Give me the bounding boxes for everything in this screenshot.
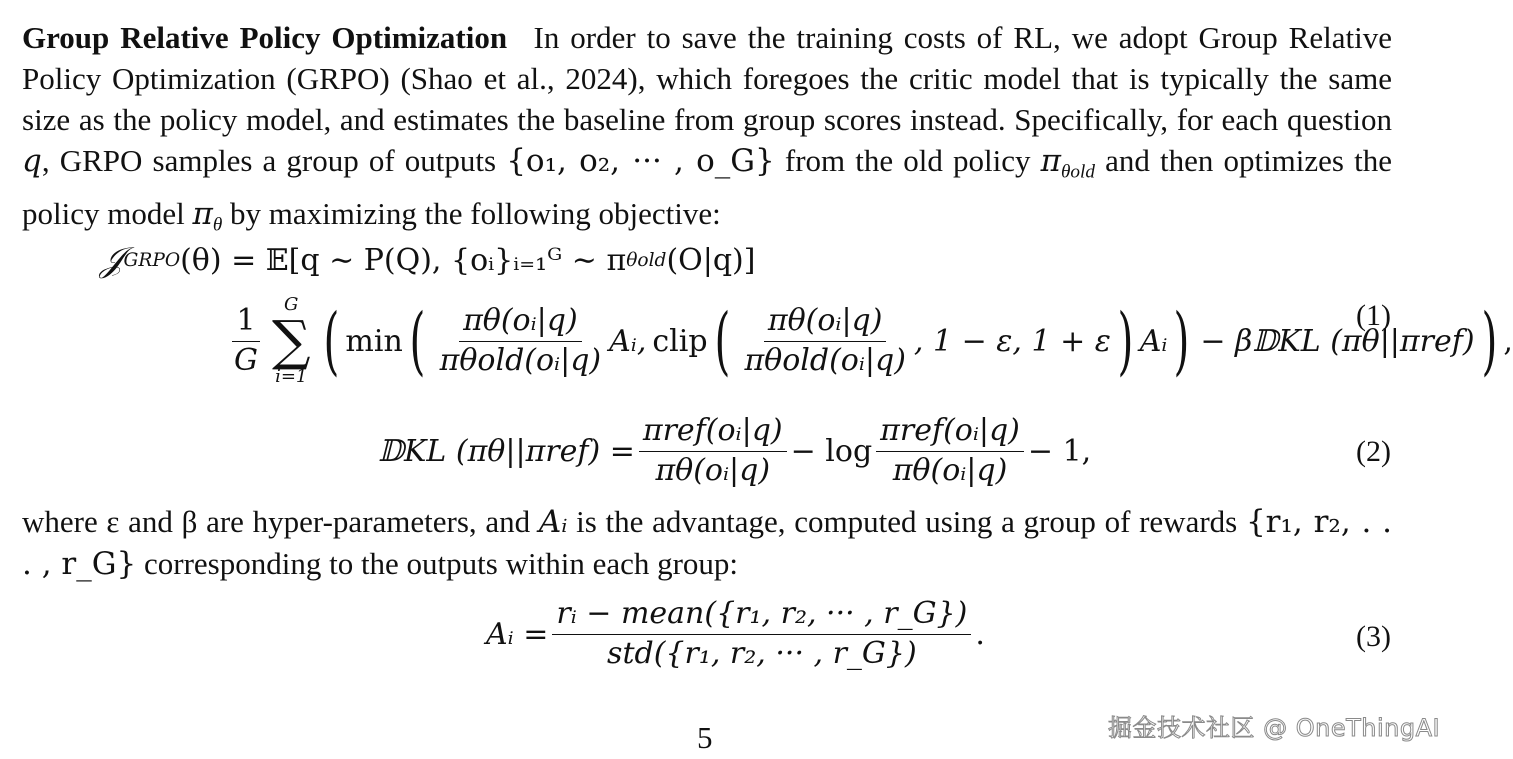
kl-ratio bbox=[639, 414, 787, 488]
objective-symbol: 𝒥 bbox=[100, 240, 124, 280]
kl-ratio-numerator: πref(oᵢ|q) bbox=[639, 414, 787, 452]
clip-ratio bbox=[740, 304, 909, 378]
kl-penalty: − β𝔻KL (πθ||πref) bbox=[1200, 323, 1475, 359]
right-paren: ) bbox=[1117, 298, 1134, 384]
equation-1-line-1 bbox=[100, 240, 755, 280]
page-number: 5 bbox=[697, 720, 713, 755]
math-outputs-set: {o₁, o₂, ··· , o_G} bbox=[506, 143, 775, 179]
left-paren: ( bbox=[409, 298, 426, 384]
paragraph-text: where ε and β are hyper-parameters, and bbox=[22, 504, 539, 539]
math-rewards-set: {r₁, r₂, . . . , r_G} bbox=[22, 504, 1392, 582]
left-paren: ( bbox=[714, 298, 730, 384]
clip-bounds: , 1 − ε, 1 + ε bbox=[913, 323, 1111, 359]
clip-ratio-numerator: πθ(oᵢ|q) bbox=[764, 304, 887, 342]
intro-paragraph bbox=[22, 17, 1392, 245]
advantage-denominator: std({r₁, r₂, ··· , r_G}) bbox=[607, 635, 917, 671]
math-pi-old-sub: θold bbox=[1060, 161, 1095, 183]
clip-ratio-denominator: πθold(oᵢ|q) bbox=[744, 342, 906, 378]
math-pi-sub: θ bbox=[212, 214, 223, 236]
equation-number-1: (1) bbox=[1356, 299, 1391, 332]
paragraph-text: and then optimizes the policy model bbox=[22, 143, 1392, 231]
right-paren: ) bbox=[1173, 298, 1190, 384]
math-q: q bbox=[22, 143, 42, 179]
kl-definition-lhs: 𝔻KL (πθ||πref) = bbox=[378, 433, 635, 469]
advantage-term-2: Aᵢ bbox=[1139, 323, 1168, 359]
fraction-numerator: 1 bbox=[232, 304, 259, 342]
paragraph-text: corresponding to the outputs within each group: bbox=[136, 546, 739, 581]
ratio-numerator: πθ(oᵢ|q) bbox=[459, 304, 582, 342]
kl-log-ratio-denominator: πθ(oᵢ|q) bbox=[892, 452, 1008, 488]
sum-upper-limit: G bbox=[284, 294, 299, 315]
log-term: − log bbox=[790, 433, 873, 469]
math-pi: π bbox=[192, 195, 213, 232]
advantage-lhs: Aᵢ = bbox=[486, 616, 549, 652]
paragraph-text: by maximizing the following objective: bbox=[222, 195, 721, 231]
right-paren: ) bbox=[1481, 298, 1497, 384]
left-paren: ( bbox=[323, 298, 339, 384]
sum-symbol: ∑ bbox=[271, 309, 311, 372]
equation-number-3: (3) bbox=[1356, 620, 1391, 653]
min-operator: min bbox=[345, 323, 403, 359]
equation-2-tail: − 1, bbox=[1027, 433, 1092, 469]
paragraph-text: from the old policy bbox=[774, 143, 1041, 178]
paragraph-text: , GRPO samples a group of outputs bbox=[41, 143, 507, 178]
kl-ratio-denominator: πθ(oᵢ|q) bbox=[655, 452, 771, 488]
probability-ratio bbox=[436, 304, 605, 378]
kl-log-ratio-numerator: πref(oᵢ|q) bbox=[876, 414, 1024, 452]
fraction-denominator: G bbox=[234, 342, 258, 378]
paragraph-text: is the advantage, computed using a group of rewards bbox=[567, 504, 1246, 539]
advantage-paragraph bbox=[22, 501, 1392, 585]
equation-1-line-2 bbox=[226, 296, 1513, 386]
equation-1-line-1-end: (O|q)] bbox=[666, 242, 756, 278]
summation bbox=[272, 296, 311, 386]
equation-1-tail: , bbox=[1503, 323, 1513, 359]
equation-3-tail: . bbox=[975, 616, 985, 652]
section-heading: Group Relative Policy Optimization bbox=[22, 20, 508, 55]
objective-subscript: GRPO bbox=[123, 249, 181, 271]
ratio-denominator: πθold(oᵢ|q) bbox=[439, 342, 602, 378]
equation-1-line-1-text: (θ) = 𝔼[q ∼ P(Q), {oᵢ}ᵢ₌₁ᴳ ∼ π bbox=[180, 242, 627, 278]
fraction-one-over-g bbox=[230, 304, 262, 378]
paragraph-text: In order to save the training costs of RL, we adopt Group Relative Policy Optimization (GRPO) (Shao et al., 2024), which foregoes the critic model that is typically the same size as the policy model, and estimates the baseline from group scores instead. Specifically, for each question bbox=[22, 20, 1392, 137]
equation-number-2: (2) bbox=[1356, 435, 1391, 468]
math-pi-old: π bbox=[1040, 143, 1061, 179]
pi-old-subscript: θold bbox=[626, 249, 667, 271]
kl-log-ratio bbox=[876, 414, 1024, 488]
normalized-advantage bbox=[552, 597, 971, 671]
sum-lower-limit: i=1 bbox=[275, 366, 308, 387]
equation-3 bbox=[486, 597, 985, 671]
math-ai: Aᵢ bbox=[538, 504, 568, 540]
advantage-term: Aᵢ, bbox=[609, 323, 647, 359]
watermark: 掘金技术社区 @ OneThingAI bbox=[1108, 714, 1441, 742]
clip-operator: clip bbox=[652, 323, 708, 359]
advantage-numerator: rᵢ − mean({r₁, r₂, ··· , r_G}) bbox=[552, 597, 971, 635]
equation-2 bbox=[378, 414, 1091, 488]
